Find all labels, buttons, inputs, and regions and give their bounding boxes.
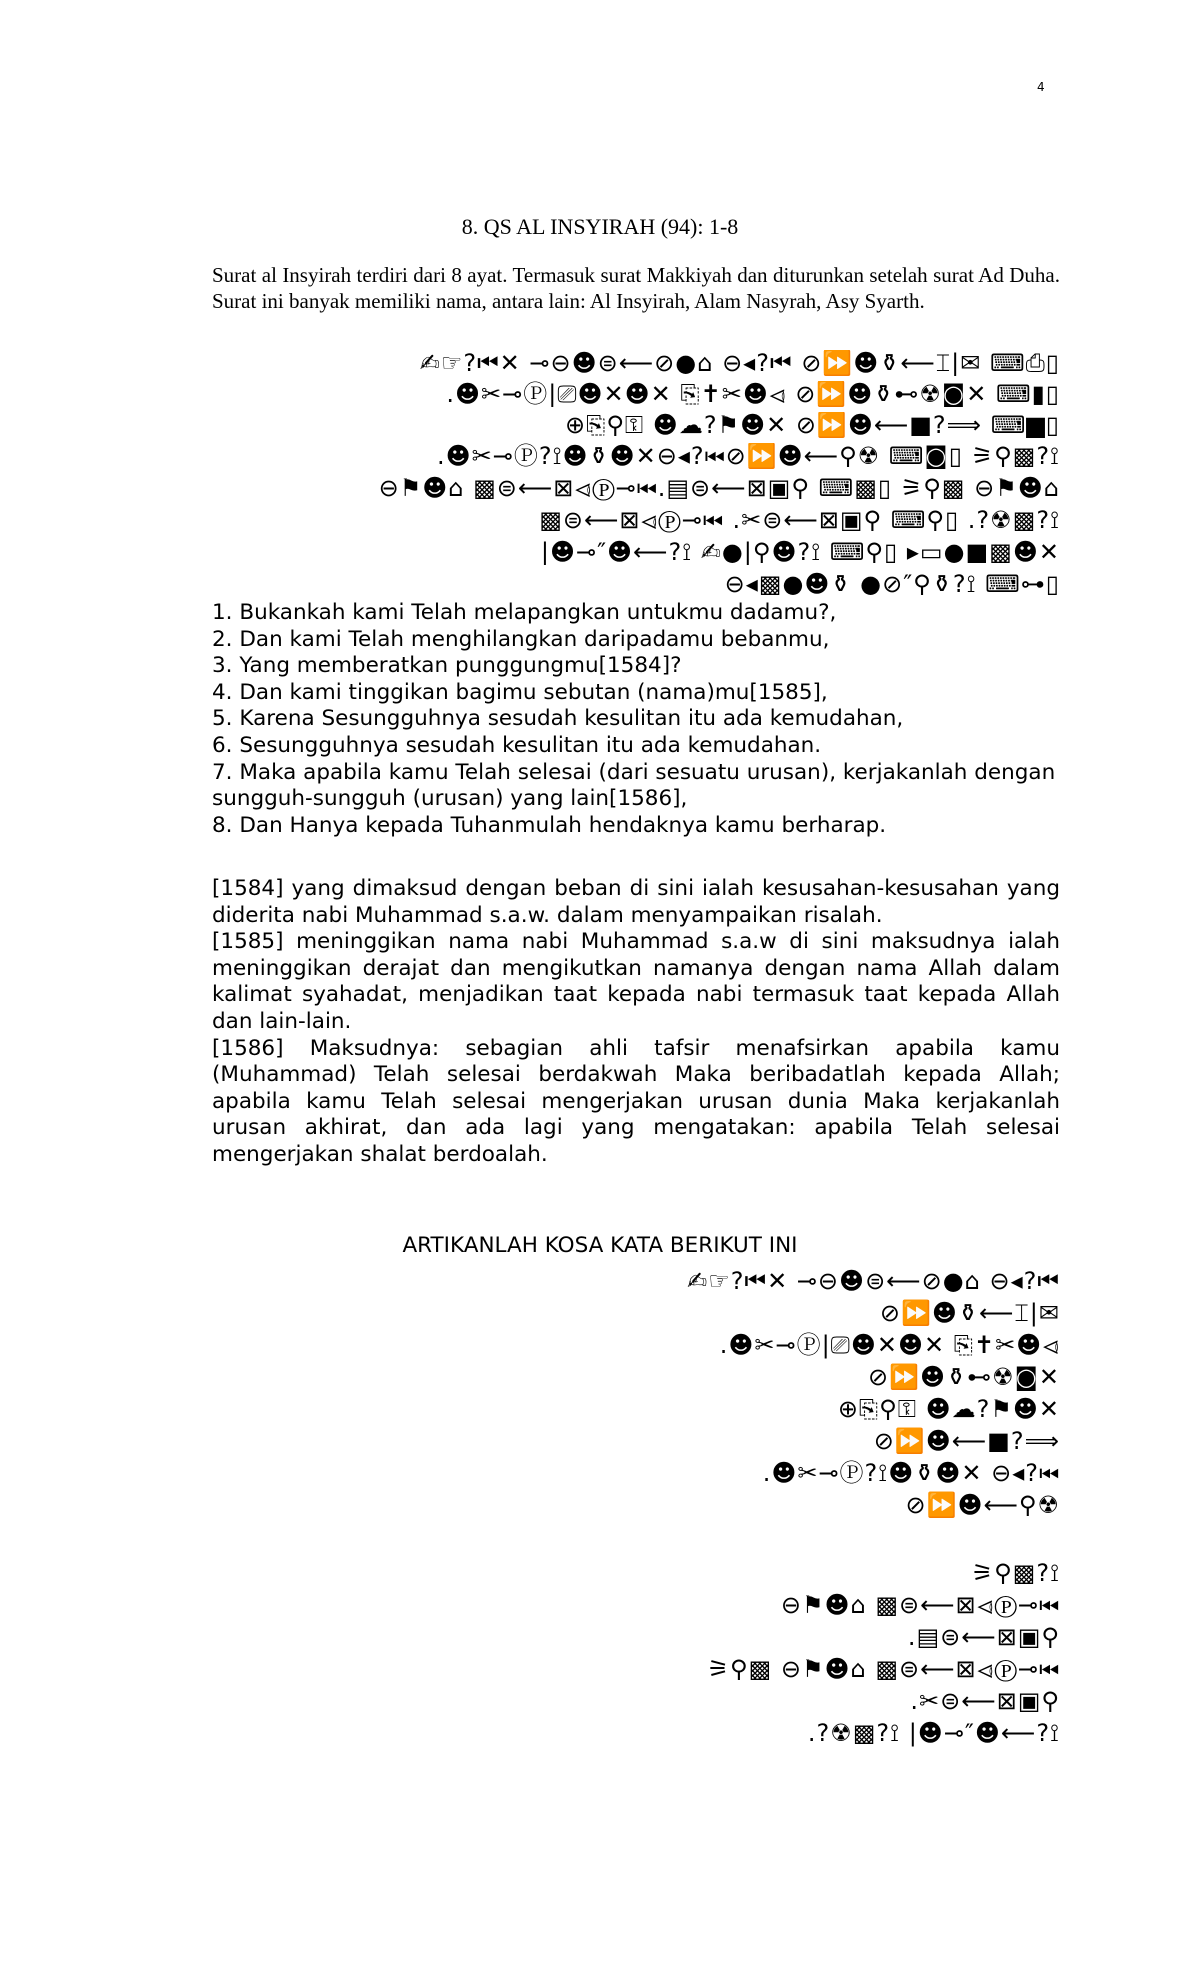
arabic-text-line: .☻✂⊸Ⓟ?⟟☻⚱☻✕⊖◂?⏮⊘⏩☻⟵⚲☢ ⌨◙▯ ⚞⚲▩?⟟ xyxy=(436,443,1060,469)
arabic-text-line: ⊖⚑☻⌂ ▩⊜⟵⊠⏿Ⓟ⊸⏮.▤⊜⟵⊠▣⚲ ⌨▩▯ ⚞⚲▩ ⊖⚑☻⌂ xyxy=(378,475,1060,501)
vocabulary-word: .☻✂⊸Ⓟ?⟟☻⚱☻✕ ⊖◂?⏮ xyxy=(762,1459,1060,1487)
verse-translation: 8. Dan Hanya kepada Tuhanmulah hendaknya kamu berharap. xyxy=(212,812,887,838)
vocabulary-word: .☻✂⊸Ⓟ|⎚☻✕☻✕ ⎘✝✂☻⏿ xyxy=(719,1331,1060,1359)
footnotes xyxy=(212,876,1060,1169)
arabic-text-line: ⊖◂▩●☻⚱ ●⊘″⚲⚱?⟟ ⌨⊶▯ xyxy=(724,571,1060,597)
vocabulary-word: ⊕⎘⚲⚿ ☻☁?⚑☻✕ xyxy=(837,1395,1060,1423)
page-number: 4 xyxy=(1037,80,1045,94)
vocabulary-word: ⊘⏩☻⟵■?⟹ xyxy=(873,1427,1060,1455)
vocabulary-word: ⊘⏩☻⚱⟵⌶|✉ xyxy=(879,1299,1060,1327)
arabic-text-line: .☻✂⊸Ⓟ|⎚☻✕☻✕ ⎘✝✂☻⏿ ⊘⏩☻⚱⊷☢◙✕ ⌨▮▯ xyxy=(446,381,1060,407)
verse-translation: 5. Karena Sesungguhnya sesudah kesulitan itu ada kemudahan, xyxy=(212,706,904,732)
footnote: [1586] Maksudnya: sebagian ahli tafsir menafsirkan apabila kamu (Muhammad) Telah selesai berdakwah Maka beribadatlah kepada Allah; apabila kamu Telah selesai mengerjakan urusan dunia Maka kerjakanlah urusan akhirat, dan ada lagi yang mengatakan: apabila Telah selesai mengerjakan shalat berdoalah. xyxy=(212,1035,1060,1167)
vocabulary-word: ✍☞?⏮✕ ⊸⊖☻⊜⟵⊘●⌂ ⊖◂?⏮ xyxy=(687,1267,1060,1295)
arabic-text-line: ⊕⎘⚲⚿ ☻☁?⚑☻✕ ⊘⏩☻⟵■?⟹ ⌨▆▯ xyxy=(565,412,1060,438)
vocabulary-word: ⊘⏩☻⟵⚲☢ xyxy=(905,1491,1060,1519)
footnote: [1585] meninggikan nama nabi Muhammad s.a.w di sini maksudnya ialah meninggikan derajat dan mengikutkan namanya dengan nama Allah dalam kalimat syahadat, menjadikan taat kepada nabi termasuk taat kepada Allah dan lain-lain. xyxy=(212,929,1060,1034)
vocabulary-word: .▤⊜⟵⊠▣⚲ xyxy=(907,1623,1060,1651)
verse-translation: 7. Maka apabila kamu Telah selesai (dari sesuatu urusan), kerjakanlah dengan sungguh-sungguh (urusan) yang lain[1586], xyxy=(212,759,1056,812)
verse-translation: 6. Sesungguhnya sesudah kesulitan itu ada kemudahan. xyxy=(212,732,822,758)
arabic-text-line: |☻⊸″☻⟵?⟟ ✍●|⚲☻?⟟ ⌨⚲▯ ▸▭●■▩☻✕ xyxy=(540,539,1060,565)
arabic-text-line: ✍☞?⏮✕ ⊸⊖☻⊜⟵⊘●⌂ ⊖◂?⏮ ⊘⏩☻⚱⟵⌶|✉ ⌨⎙▯ xyxy=(419,350,1060,376)
verse-translation: 4. Dan kami tinggikan bagimu sebutan (nama)mu[1585], xyxy=(212,679,828,705)
vocabulary-heading: ARTIKANLAH KOSA KATA BERIKUT INI xyxy=(402,1233,798,1258)
vocabulary-word: ⊘⏩☻⚱⊷☢◙✕ xyxy=(867,1363,1060,1391)
section-title: 8. QS AL INSYIRAH (94): 1-8 xyxy=(461,214,739,239)
verse-translation: 3. Yang memberatkan punggungmu[1584]? xyxy=(212,653,682,679)
verse-translation: 2. Dan kami Telah menghilangkan daripadamu bebanmu, xyxy=(212,626,830,652)
vocabulary-word: ⚞⚲▩ ⊖⚑☻⌂ ▩⊜⟵⊠⏿Ⓟ⊸⏮ xyxy=(707,1655,1060,1683)
vocabulary-word: .✂⊜⟵⊠▣⚲ xyxy=(910,1687,1060,1715)
verse-translation: 1. Bukankah kami Telah melapangkan untukmu dadamu?, xyxy=(212,600,837,625)
footnote: [1584] yang dimaksud dengan beban di sini ialah kesusahan-kesusahan yang diderita nabi Muhammad s.a.w. dalam menyampaikan risalah. xyxy=(212,876,1060,928)
vocabulary-word: .?☢▩?⟟ |☻⊸″☻⟵?⟟ xyxy=(807,1719,1060,1747)
translation-list xyxy=(212,600,1060,839)
vocabulary-word: ⚞⚲▩?⟟ xyxy=(971,1559,1060,1587)
vocabulary-word: ⊖⚑☻⌂ ▩⊜⟵⊠⏿Ⓟ⊸⏮ xyxy=(780,1591,1060,1619)
arabic-text-line: ▩⊜⟵⊠⏿Ⓟ⊸⏮ .✂⊜⟵⊠▣⚲ ⌨⚲▯ .?☢▩?⟟ xyxy=(539,507,1060,533)
intro-paragraph: Surat al Insyirah terdiri dari 8 ayat. Termasuk surat Makkiyah dan diturunkan setelah surat Ad Duha. Surat ini banyak memiliki nama, antara lain: Al Insyirah, Alam Nasyrah, Asy Syarth. xyxy=(212,263,1060,313)
